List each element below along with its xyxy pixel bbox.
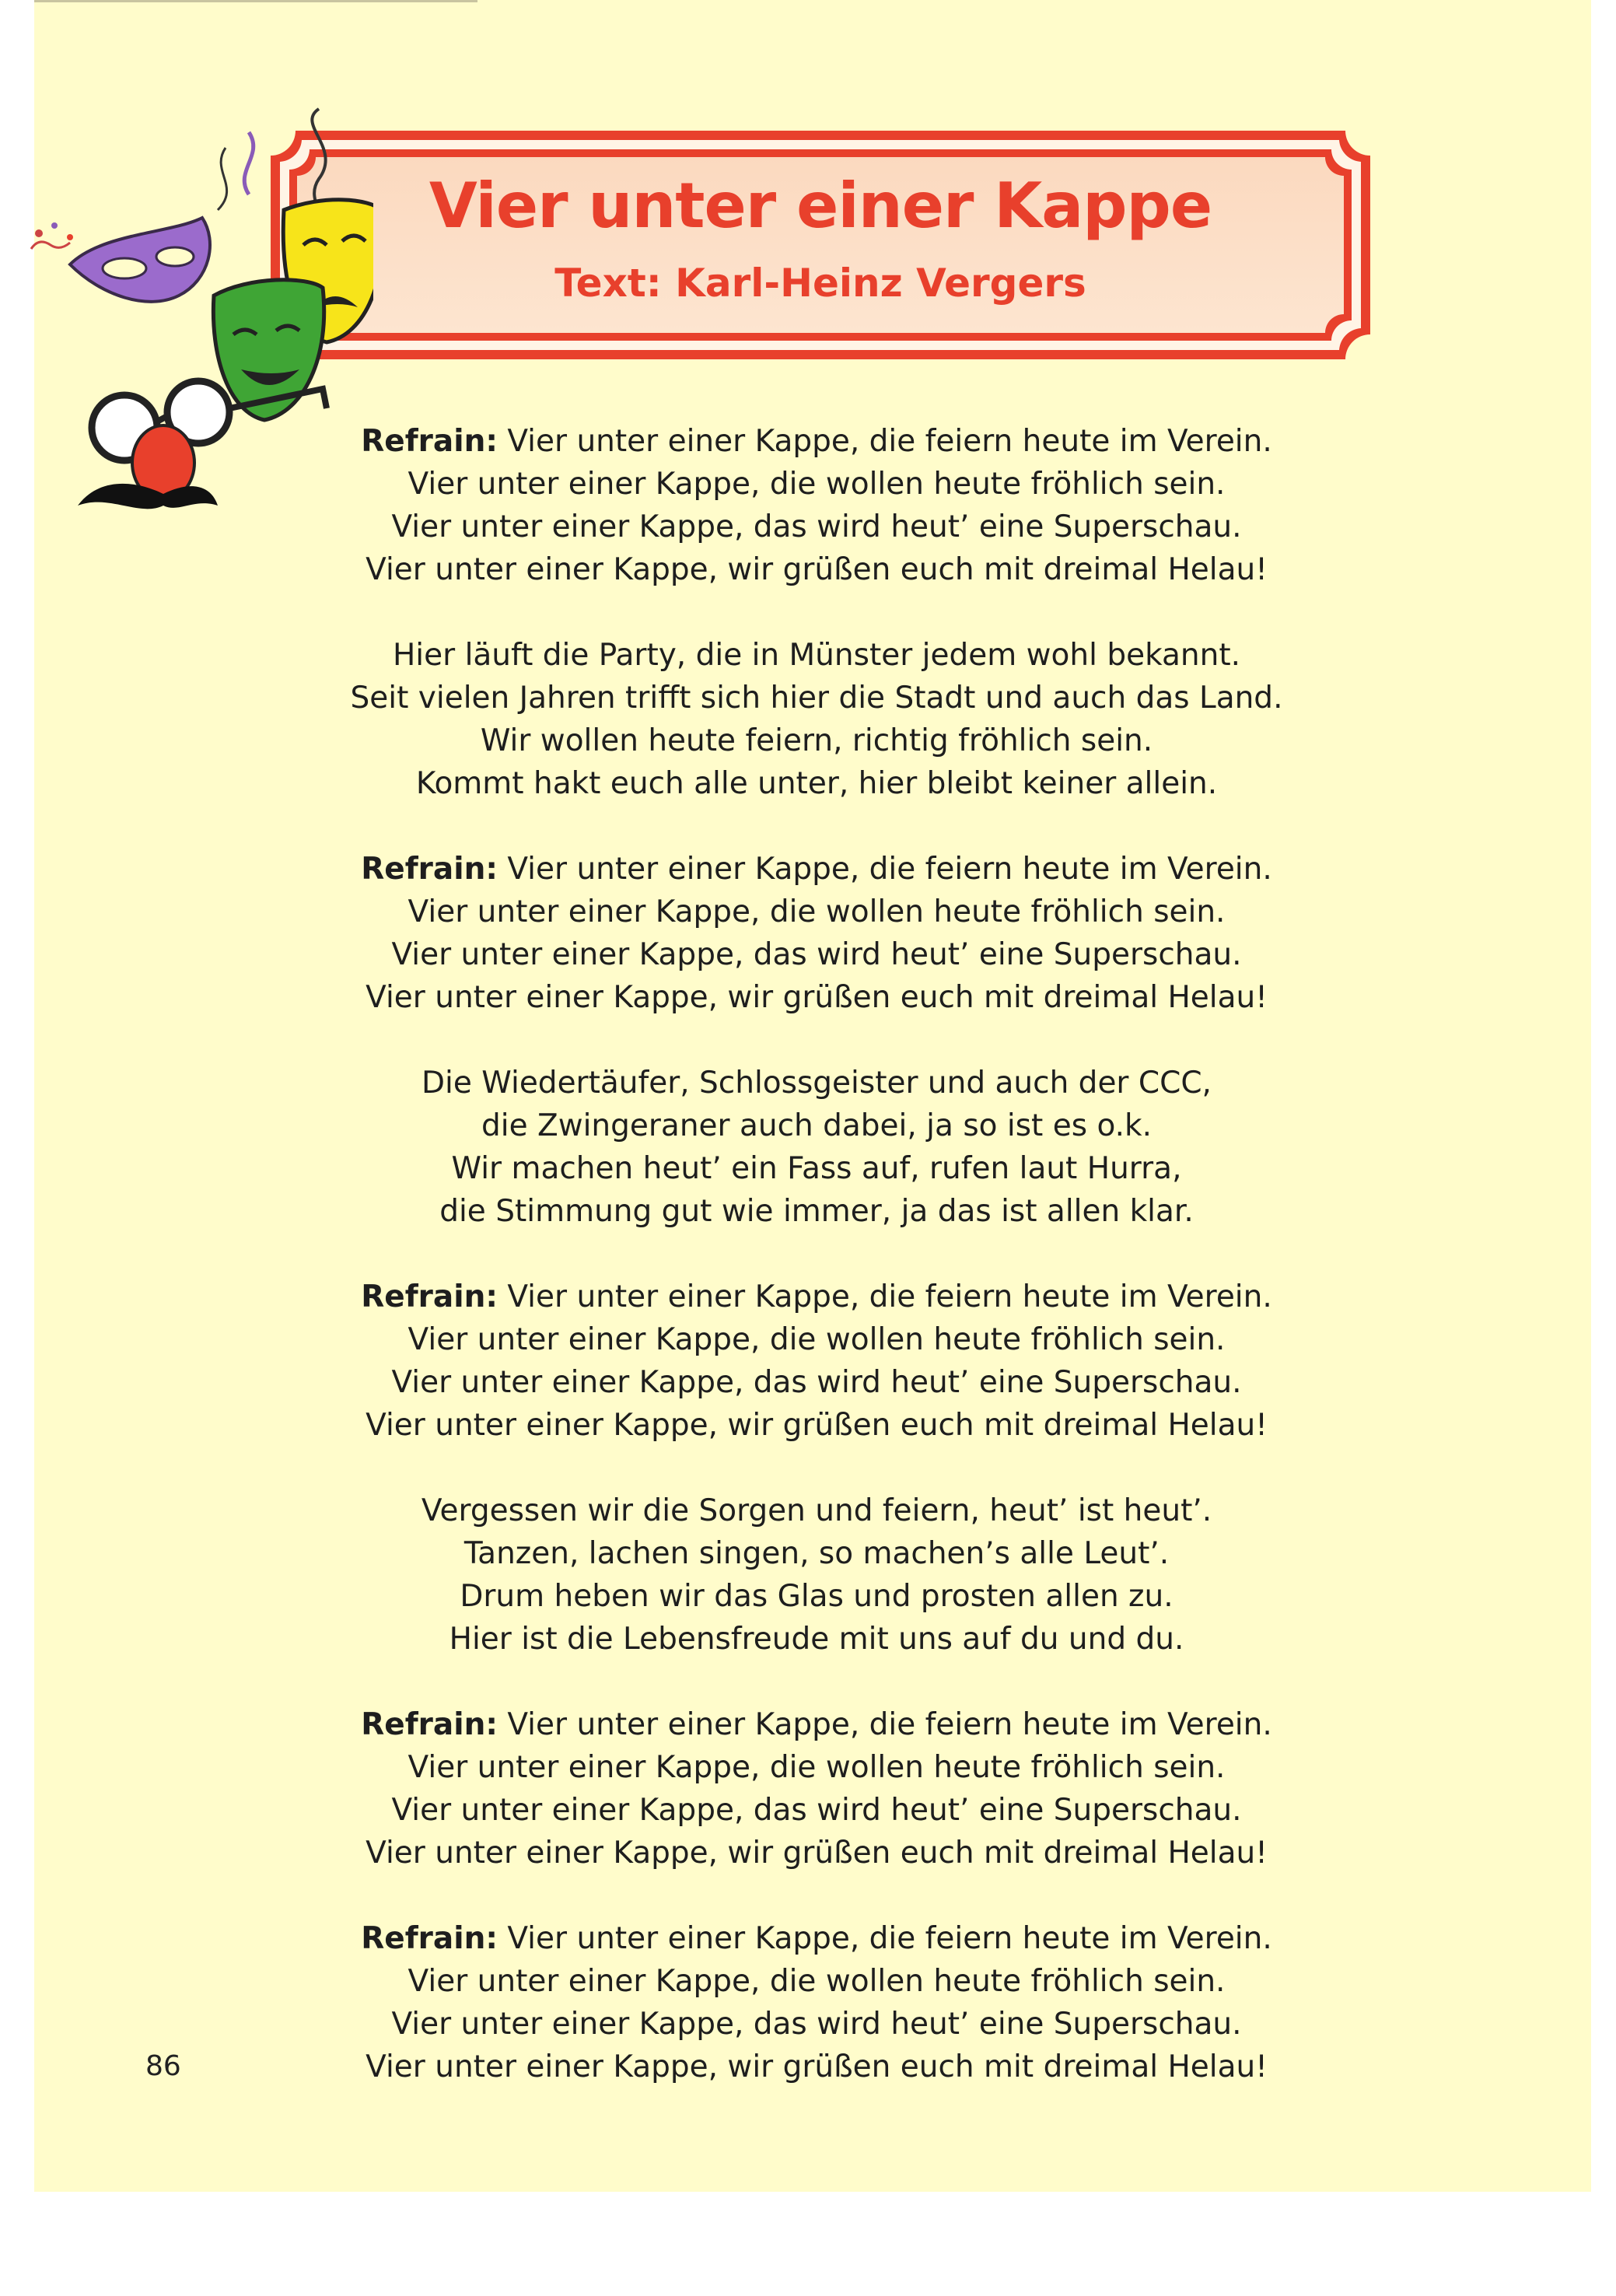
stanza-verse — [296, 1489, 1338, 1661]
verse-line: Hier ist die Lebensfreude mit uns auf du und du. — [449, 1622, 1184, 1657]
verse-line: Refrain: Vier unter einer Kappe, die feiern heute im Verein. — [361, 852, 1272, 887]
song-author: Text: Karl-Heinz Vergers — [554, 261, 1086, 306]
stanza-refrain — [296, 1703, 1338, 1874]
refrain-label: Refrain: — [361, 1279, 498, 1314]
verse-line: Vier unter einer Kappe, wir grüßen euch mit dreimal Helau! — [366, 2049, 1268, 2084]
verse-line: Vier unter einer Kappe, die wollen heute fröhlich sein. — [407, 894, 1226, 929]
verse-line: Wir machen heut’ ein Fass auf, rufen laut Hurra, — [451, 1151, 1182, 1186]
banner-frame — [264, 124, 1376, 366]
verse-line: Vier unter einer Kappe, wir grüßen euch mit dreimal Helau! — [366, 1836, 1268, 1871]
stanza-refrain — [296, 848, 1338, 1019]
verse-line: Tanzen, lachen singen, so machen’s alle Leut’. — [463, 1536, 1170, 1571]
song-title: Vier unter einer Kappe — [428, 170, 1212, 242]
verse-line: Vier unter einer Kappe, das wird heut’ eine Superschau. — [391, 2007, 1242, 2042]
stanza-refrain — [296, 1276, 1338, 1447]
lyrics — [296, 420, 1338, 2131]
verse-line: Kommt hakt euch alle unter, hier bleibt keiner allein. — [415, 766, 1218, 801]
verse-line: Refrain: Vier unter einer Kappe, die feiern heute im Verein. — [361, 1921, 1272, 1956]
stanza-refrain — [296, 420, 1338, 591]
verse-line: Refrain: Vier unter einer Kappe, die feiern heute im Verein. — [361, 424, 1272, 459]
verse-line: Wir wollen heute feiern, richtig fröhlich sein. — [480, 723, 1153, 758]
verse-line: die Zwingeraner auch dabei, ja so ist es o.k. — [481, 1108, 1152, 1143]
verse-line: Die Wiedertäufer, Schlossgeister und auch der CCC, — [421, 1066, 1212, 1101]
verse-line: Vier unter einer Kappe, das wird heut’ eine Superschau. — [391, 937, 1242, 972]
verse-line: Vier unter einer Kappe, wir grüßen euch mit dreimal Helau! — [366, 1408, 1268, 1443]
verse-line: Vier unter einer Kappe, die wollen heute fröhlich sein. — [407, 467, 1226, 502]
verse-line: Vier unter einer Kappe, das wird heut’ eine Superschau. — [391, 1793, 1242, 1828]
scan-edge — [34, 0, 477, 2]
verse-line: Vier unter einer Kappe, die wollen heute fröhlich sein. — [407, 1750, 1226, 1785]
verse-line: Vier unter einer Kappe, wir grüßen euch mit dreimal Helau! — [366, 980, 1268, 1015]
verse-line: Vier unter einer Kappe, die wollen heute fröhlich sein. — [407, 1964, 1226, 1999]
verse-line: Refrain: Vier unter einer Kappe, die feiern heute im Verein. — [361, 1707, 1272, 1742]
stanza-verse — [296, 634, 1338, 805]
refrain-label: Refrain: — [361, 1921, 498, 1956]
verse-line: die Stimmung gut wie immer, ja das ist allen klar. — [439, 1194, 1194, 1229]
refrain-label: Refrain: — [361, 424, 498, 459]
verse-line: Vier unter einer Kappe, wir grüßen euch mit dreimal Helau! — [366, 552, 1268, 587]
verse-line: Hier läuft die Party, die in Münster jedem wohl bekannt. — [392, 638, 1241, 673]
title-banner — [264, 124, 1376, 366]
refrain-label: Refrain: — [361, 1707, 498, 1742]
page-number: 86 — [145, 2050, 181, 2082]
stanza-verse — [296, 1062, 1338, 1233]
verse-line: Seit vielen Jahren trifft sich hier die Stadt und auch das Land. — [350, 681, 1283, 716]
stanza-refrain — [296, 1917, 1338, 2088]
verse-line: Vergessen wir die Sorgen und feiern, heut’ ist heut’. — [421, 1493, 1212, 1528]
verse-line: Drum heben wir das Glas und prosten allen zu. — [460, 1579, 1174, 1614]
refrain-label: Refrain: — [361, 852, 498, 887]
verse-line: Vier unter einer Kappe, das wird heut’ eine Superschau. — [391, 1365, 1242, 1400]
verse-line: Refrain: Vier unter einer Kappe, die feiern heute im Verein. — [361, 1279, 1272, 1314]
verse-line: Vier unter einer Kappe, die wollen heute fröhlich sein. — [407, 1322, 1226, 1357]
verse-line: Vier unter einer Kappe, das wird heut’ eine Superschau. — [391, 509, 1242, 544]
